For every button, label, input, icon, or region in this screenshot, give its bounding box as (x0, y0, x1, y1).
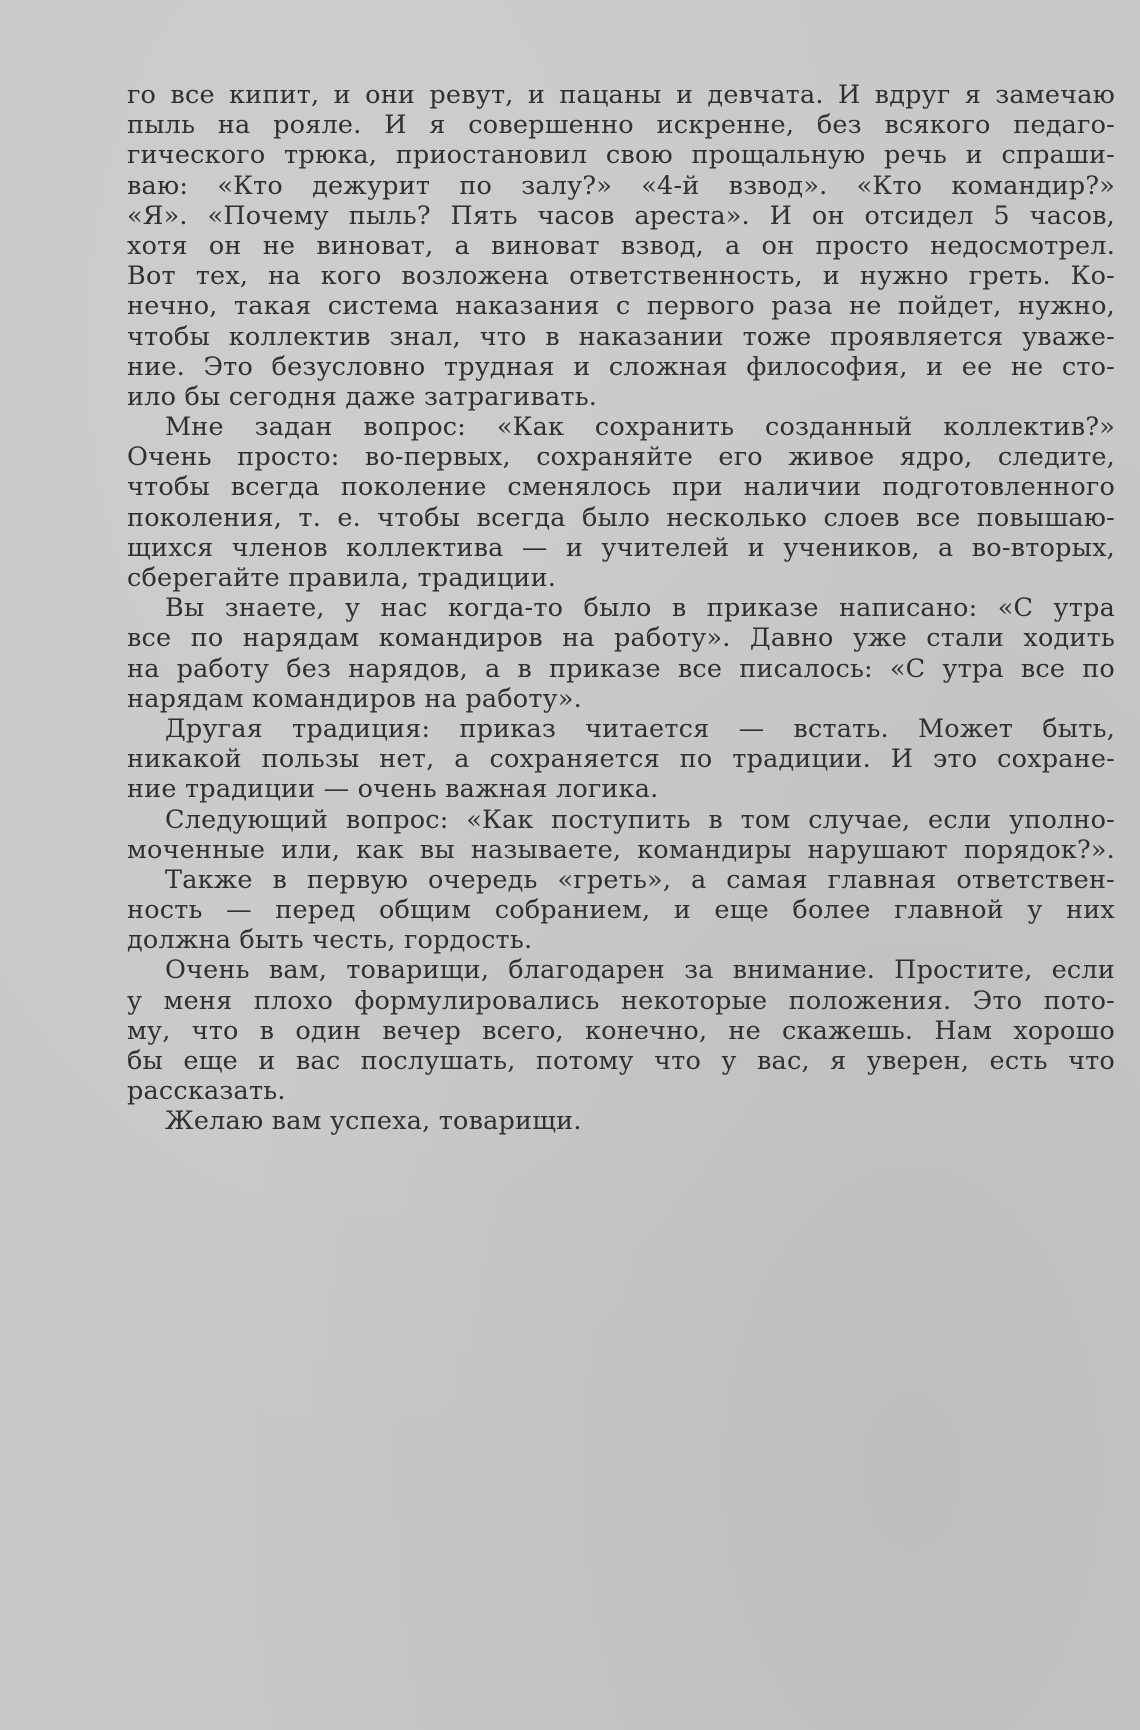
paragraph-6 (127, 865, 1115, 956)
text-line: пыль на рояле. И я совершенно искренне, без всякого педаго- (127, 110, 1115, 141)
text-line: Следующий вопрос: «Как поступить в том случае, если уполно- (165, 804, 1115, 835)
text-line: ность — перед общим собранием, и еще более главной у них (127, 895, 1115, 926)
page-text (127, 80, 1115, 1137)
text-line: бы еще и вас послушать, потому что у вас, я уверен, есть что (127, 1046, 1115, 1076)
text-line: щихся членов коллектива — и учителей и учеников, а во-вторых, (127, 532, 1115, 563)
text-line: хотя он не виноват, а виноват взвод, а он просто недосмотрел. (127, 230, 1115, 261)
text-line: му, что в один вечер всего, конечно, не скажешь. Нам хорошо (127, 1015, 1115, 1046)
text-line: никакой пользы нет, а сохраняется по традиции. И это сохране- (127, 744, 1115, 775)
text-line: Очень просто: во-первых, сохраняйте его живое ядро, следите, (127, 442, 1115, 473)
text-line: Также в первую очередь «греть», а самая главная ответствен- (165, 864, 1115, 895)
text-line: нечно, такая система наказания с первого раза не пойдет, нужно, (127, 291, 1115, 322)
text-line: ние. Это безусловно трудная и сложная философия, и ее не сто- (127, 351, 1115, 382)
text-line: на работу без нарядов, а в приказе все писалось: «С утра все по (127, 653, 1115, 684)
text-line: чтобы коллектив знал, что в наказании тоже проявляется уваже- (127, 321, 1115, 352)
text-line: ние традиции — очень важная логика. (127, 774, 659, 805)
paragraph-4 (127, 714, 1115, 805)
text-line: нарядам командиров на работу». (127, 683, 582, 714)
text-line: ило бы сегодня даже затрагивать. (127, 381, 598, 412)
text-line: моченные или, как вы называете, командиры нарушают порядок?». (127, 834, 1115, 865)
text-line: Желаю вам успеха, товарищи. (165, 1106, 582, 1137)
paragraph-5 (127, 805, 1115, 865)
text-line: Вы знаете, у нас когда-то было в приказе написано: «С утра (165, 593, 1115, 624)
paragraph-2 (127, 412, 1115, 593)
text-line: ваю: «Кто дежурит по залу?» «4-й взвод». «Кто командир?» (127, 170, 1115, 201)
text-line: должна быть честь, гордость. (127, 925, 533, 956)
text-line: сберегайте правила, традиции. (127, 563, 557, 593)
text-line: го все кипит, и они ревут, и пацаны и девчата. И вдруг я замечаю (127, 80, 1115, 110)
text-line: чтобы всегда поколение сменялось при наличии подготовленного (127, 472, 1115, 503)
text-line: Мне задан вопрос: «Как сохранить созданный коллектив?» (165, 412, 1115, 443)
text-line: Очень вам, товарищи, благодарен за внимание. Простите, если (165, 955, 1115, 986)
paragraph-7 (127, 955, 1115, 1106)
text-line: Другая традиция: приказ читается — встать. Может быть, (165, 713, 1115, 744)
text-line: «Я». «Почему пыль? Пять часов ареста». И он отсидел 5 часов, (127, 200, 1115, 231)
paragraph-3 (127, 593, 1115, 714)
text-line: Вот тех, на кого возложена ответственность, и нужно греть. Ко- (127, 261, 1115, 292)
paragraph-8 (127, 1106, 1115, 1136)
text-line: гического трюка, приостановил свою прощальную речь и спраши- (127, 140, 1115, 171)
paragraph-1 (127, 80, 1115, 412)
text-line: рассказать. (127, 1076, 286, 1107)
text-line: все по нарядам командиров на работу». Давно уже стали ходить (127, 623, 1115, 654)
text-line: поколения, т. е. чтобы всегда было несколько слоев все повышаю- (127, 502, 1115, 533)
text-line: у меня плохо формулировались некоторые положения. Это пото- (127, 985, 1115, 1016)
